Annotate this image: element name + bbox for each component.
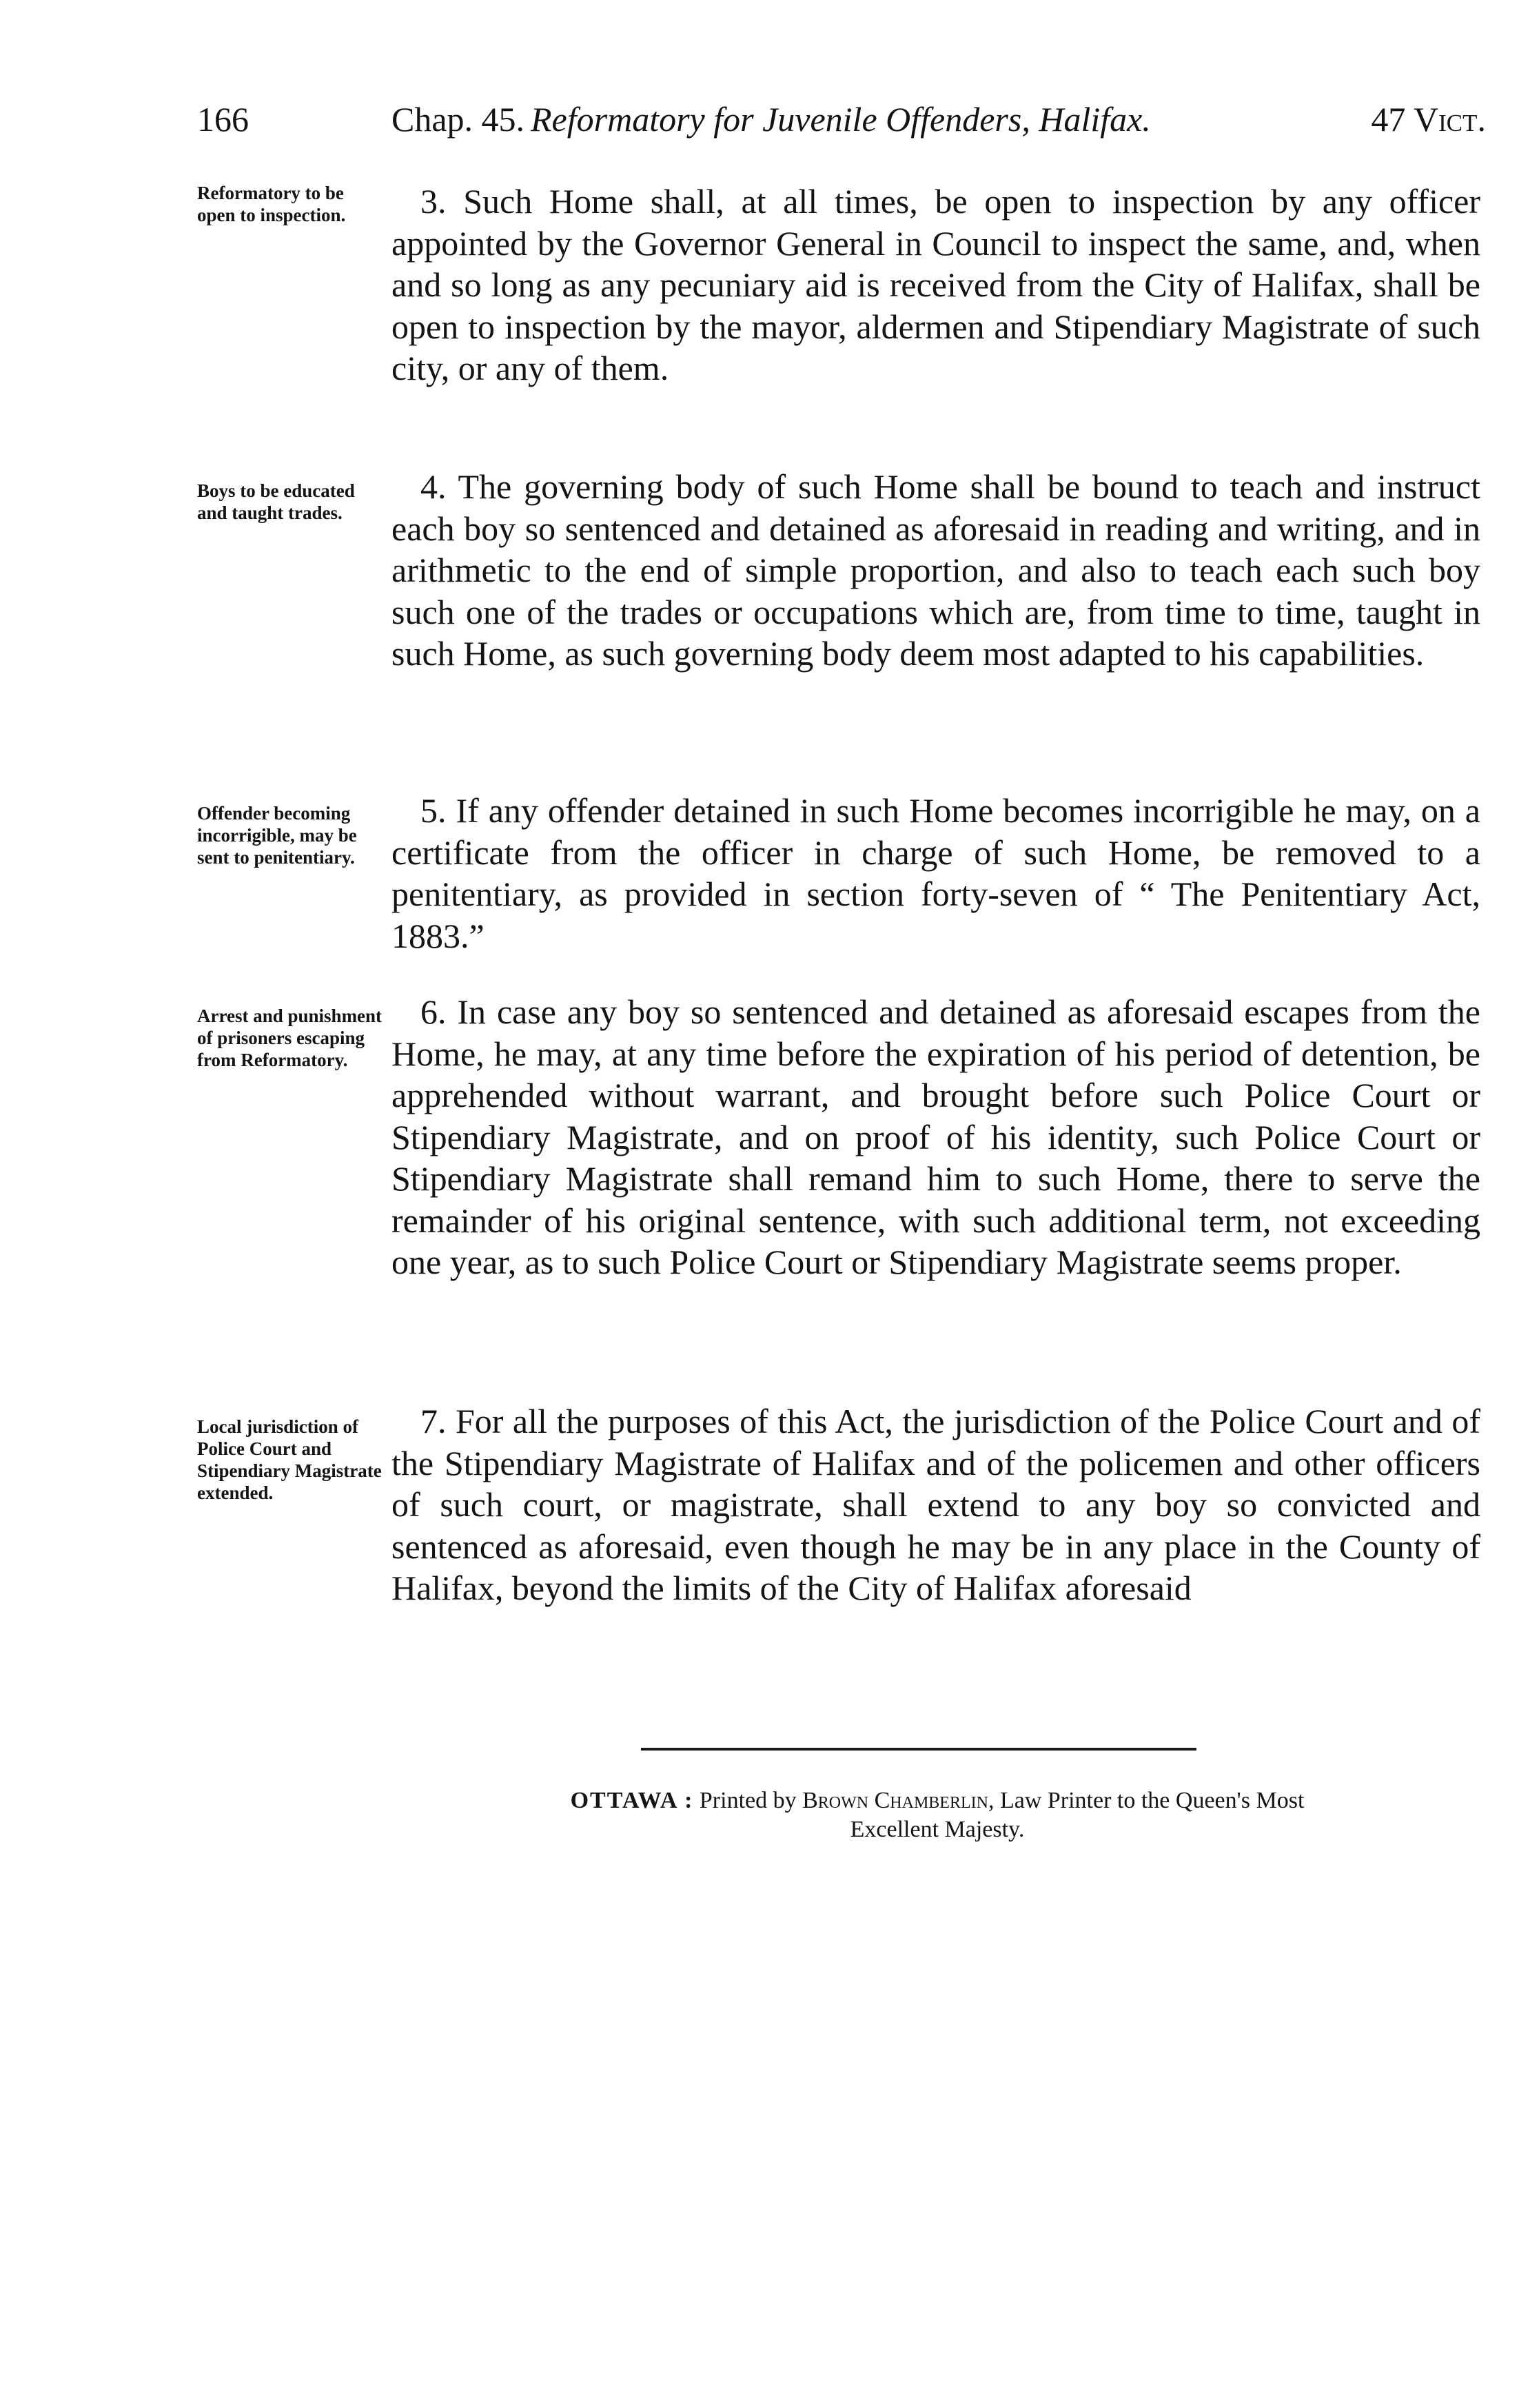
imprint-line-2: Excellent Majesty. [850, 1817, 1025, 1842]
marginal-note: Reformatory to be open to inspection. [197, 183, 346, 225]
act-title: Reformatory for Juvenile Offenders, Halifax. [531, 100, 1151, 139]
chapter-number: Chap. 45. [391, 100, 525, 139]
imprint-printer-role: Law Printer to the Queen's Most [999, 1788, 1305, 1813]
imprint-printer-name: Brown Chamberlin, [802, 1788, 995, 1813]
marginal-note: Boys to be educated and taught trades. [197, 480, 355, 523]
section-text: 3. Such Home shall, at all times, be open to inspection by any officer appointed by the Governor General in Council to inspect the same, and, when and so long as any pecuniary aid is received from the City of Halifax, shall be open to inspection by the mayor, aldermen and Stipendiary Magistrate of such city, or any of them. [391, 182, 1480, 387]
footer-rule [641, 1748, 1196, 1751]
regnal-year: 47 Vict. [1371, 100, 1486, 139]
imprint-place: OTTAWA : [570, 1788, 694, 1813]
section-text: 5. If any offender detained in such Home becomes incorrigible he may, on a certificate from the officer in charge of such Home, be removed to a penitentiary, as provided in section forty-seven of “ The Penitentiary Act, 1883.” [391, 791, 1480, 955]
page-number: 166 [197, 100, 249, 139]
marginal-note: Local jurisdiction of Police Court and Stipendiary Magistrate extended. [197, 1416, 382, 1503]
marginal-note: Arrest and punishment of prisoners escaping from Reformatory. [197, 1006, 383, 1070]
section-text: 6. In case any boy so sentenced and detained as aforesaid escapes from the Home, he may, at any time before the expiration of his period of detention, be apprehended without warrant, and brought before such Police Court or Stipendiary Magistrate, and on proof of his identity, such Police Court or Stipendiary Magistrate shall remand him to such Home, there to serve the remainder of his original sentence, with such additional term, not exceeding one year, as to such Police Court or Stipendiary Magistrate seems proper. [391, 992, 1480, 1281]
section-text: 4. The governing body of such Home shall be bound to teach and instruct each boy so sentenced and detained as aforesaid in reading and writing, and in arithmetic to the end of simple proportion, and also to teach each such boy such one of the trades or occupations which are, from time to time, taught in such Home, as such governing body deem most adapted to his capabilities. [391, 467, 1480, 673]
imprint-printed-by: Printed by [699, 1788, 797, 1813]
imprint-line-1 [386, 1786, 1489, 1815]
running-header [197, 95, 1486, 143]
printer-imprint [386, 1786, 1489, 1844]
section-text: 7. For all the purposes of this Act, the jurisdiction of the Police Court and of the Stipendiary Magistrate of Halifax and of the policemen and other officers of such court, or magistrate, shall extend to any boy so convicted and sentenced as aforesaid, even though he may be in any place in the County of Halifax, beyond the limits of the City of Halifax aforesaid [391, 1402, 1480, 1607]
marginal-note: Offender becoming incorrigible, may be sent to penitentiary. [197, 803, 357, 868]
